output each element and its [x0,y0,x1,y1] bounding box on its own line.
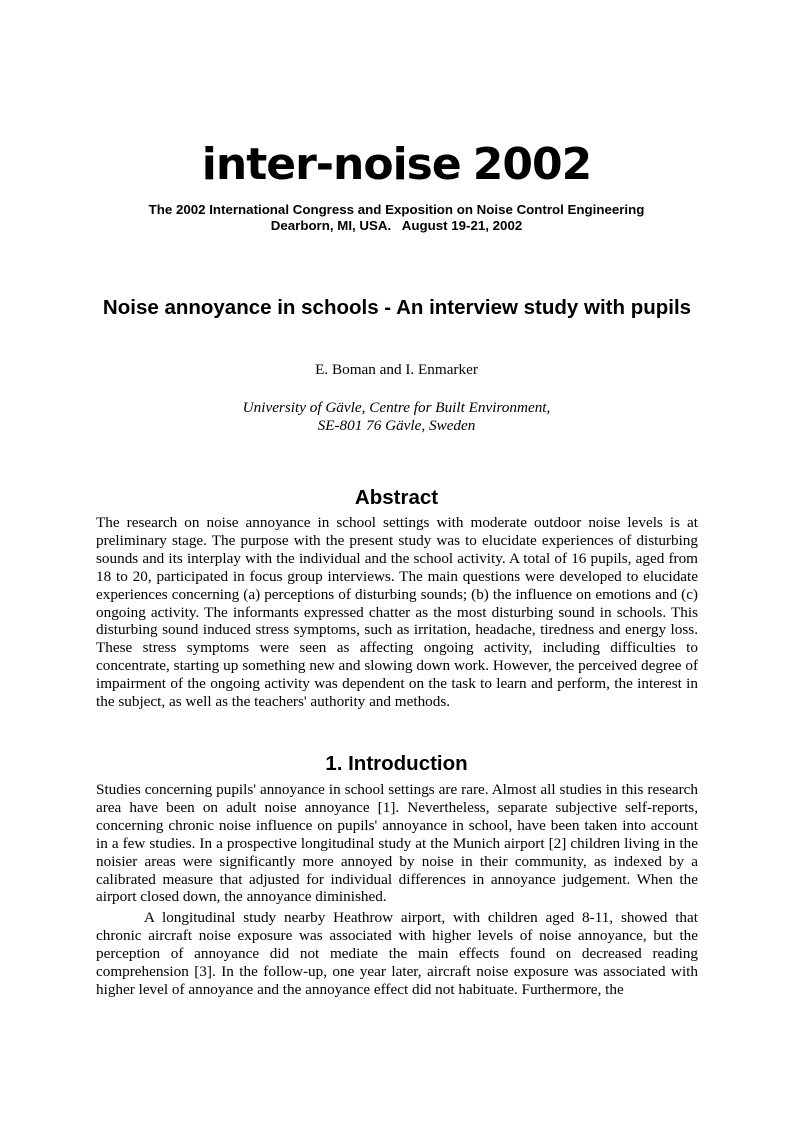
conference-info [0,202,793,234]
congress-line-1: The 2002 International Congress and Exposition on Noise Control Engineering [148,202,645,217]
logo-year: 2002 [472,139,592,190]
introduction-heading: 1. Introduction [325,752,468,775]
paper-affiliation [0,399,793,434]
congress-line-2: Dearborn, MI, USA. August 19-21, 2002 [270,218,523,233]
abstract-heading: Abstract [354,486,439,509]
conference-logo [0,140,793,190]
affiliation-line-1: University of Gävle, Centre for Built Environment, [242,399,551,416]
introduction-paragraph-2: A longitudinal study nearby Heathrow airport, with children aged 8-11, showed that chronic aircraft noise exposure was associated with higher levels of noise annoyance, but the perception of annoyance did not mediate the main effects found on decreased reading comprehension [3]. In the follow-up, one year later, aircraft noise exposure was associated with higher level of annoyance and the annoyance effect did not habituate. Furthermore, the [96,909,698,998]
paper-authors: E. Boman and I. Enmarker [315,361,478,378]
abstract-text: The research on noise annoyance in school settings with moderate outdoor noise levels is at preliminary stage. The purpose with the present study was to elucidate experiences of disturbing sounds and its interplay with the individual and the school activity. A total of 16 pupils, aged from 18 to 20, participated in focus group interviews. The main questions were developed to elucidate experiences concerning (a) perceptions of disturbing sounds; (b) the influence on emotions and (c) ongoing activity. The informants expressed chatter as the most disturbing sound in schools. This disturbing sound induced stress symptoms, such as irritation, headache, tiredness and energy loss. These stress symptoms were seen as affecting ongoing activity, including difficulties to concentrate, starting up something new and slowing down work. However, the perceived degree of impairment of the ongoing activity was dependent on the task to learn and perform, the interest in the subject, as well as the teachers' authority and methods. [96,514,698,711]
logo-text: inter-noise [201,139,461,190]
introduction-paragraph-1: Studies concerning pupils' annoyance in school settings are rare. Almost all studies in this research area have been on adult noise annoyance [1]. Nevertheless, separate subjective self-reports, concerning chronic noise influence on pupils' annoyance in school, have been taken into account in a few studies. In a prospective longitudinal study at the Munich airport [2] children living in the noisier areas were significantly more annoyed by noise in their community, as indexed by a calibrated measure that adjusted for individual differences in annoyance judgement. When the airport closed down, the annoyance diminished. [96,781,698,906]
affiliation-line-2: SE-801 76 Gävle, Sweden [317,416,476,434]
paper-title: Noise annoyance in schools - An interview study with pupils [102,296,692,319]
